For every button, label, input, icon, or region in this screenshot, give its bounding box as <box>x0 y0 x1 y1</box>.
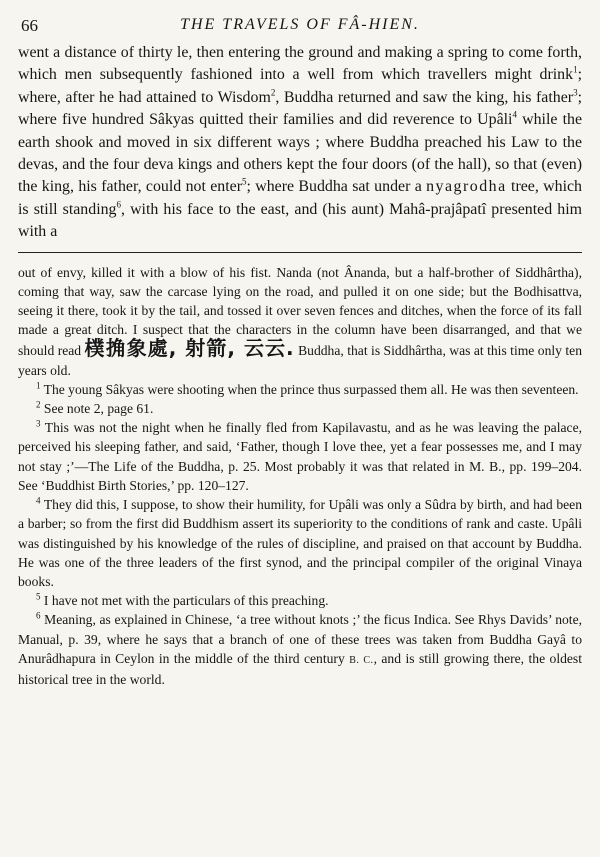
footnote-continuation <box>18 263 582 380</box>
footnote-divider <box>18 252 582 253</box>
footnote-marker: 4 <box>36 495 41 506</box>
footnote-1 <box>18 380 582 399</box>
page-number: 66 <box>21 16 38 35</box>
footnote-ref-6: 6 <box>116 199 121 210</box>
footnote-ref-5: 5 <box>242 177 247 188</box>
footnote-text: The young Sâkyas were shooting when the prince thus surpassed them all. He was then seventeen. <box>40 381 579 397</box>
main-text-segment: , Buddha returned and saw the king, his father <box>275 88 574 106</box>
footnote-ref-1: 1 <box>573 65 578 76</box>
footnote-text: out of envy, killed it with a blow of his fist. Nanda (not Ânanda, but a half-brother of Siddhârtha), coming that way, saw the carcase lying on the road, and pulled it on one side; but the Bodhisattva, seeing it there, took it by the tail, and tossed it over seven fences and ditches, when the force of its fall made a great ditch. I suspect that the characters in the column have been disarranged, and that we should read <box>18 264 582 359</box>
footnote-marker: 1 <box>36 380 41 391</box>
footnote-text: , and is still growing there, the oldest historical tree in the world. <box>18 650 583 687</box>
footnote-ref-4: 4 <box>512 109 517 120</box>
footnote-text: Meaning, as explained in Chinese, ‘a tree without knots ;’ the ficus Indica. See Rhys Davids’ note, Manual, p. 39, where he says that a branch of one of these trees was taken from Buddha Gayâ to Anurâdhapura in Ceylon in the middle of the third century <box>18 612 582 666</box>
footnote-3 <box>18 418 582 495</box>
main-text-segment: ; where, after he had attained to Wisdom <box>18 66 582 106</box>
footnote-text: I have not met with the particulars of this preaching. <box>40 593 329 609</box>
main-text <box>18 42 582 244</box>
footnote-ref-2: 2 <box>270 87 276 98</box>
footnote-marker: 5 <box>36 591 41 602</box>
footnote-marker: 3 <box>36 418 41 429</box>
main-text-segment: ; where five hundred Sâkyas quitted their families and did reverence to Upâli <box>18 88 582 129</box>
main-text-segment: , with his face to the east, and (his aunt) Mahâ-prajâpatî presented him with a <box>18 200 582 241</box>
footnotes <box>18 263 582 689</box>
footnote-2 <box>18 399 582 418</box>
main-text-segment: went a distance of thirty le, then entering the ground and making a spring to come forth, which men subsequently fashioned into a well from which travellers might drink <box>18 44 582 84</box>
footnote-marker: 6 <box>36 610 41 621</box>
footnote-5 <box>18 591 582 610</box>
footnote-ref-3: 3 <box>573 87 578 98</box>
footnote-6 <box>18 610 582 689</box>
main-text-segment: tree, which is still standing <box>18 178 582 218</box>
footnote-text: They did this, I suppose, to show their humility, for Upâli was only a Sûdra by birth, and had been a barber; so from the first did Buddhism assert its superiority to the conditions of rank and caste. Upâli was distinguished by his knowledge of the rules of discipline, and praised on that account by Buddha. He was one of the three leaders of the first synod, and the principal compiler of the original Vinaya books. <box>18 497 582 589</box>
footnote-text: This was not the night when he finally fled from Kapilavastu, and as he was leaving the palace, perceived his sleeping father, and said, ‘Father, though I love thee, yet a fear possesses me, and I may not stay ;’—The Life of the Buddha, p. 25. Most probably it was that related in M. B., pp. 199–204. See ‘Buddhist Birth Stories,’ pp. 120–127. <box>18 420 582 493</box>
main-text-segment: ; where Buddha sat under a <box>246 178 427 196</box>
running-head <box>18 12 582 40</box>
sanskrit-term: nyagrodha <box>426 178 507 196</box>
footnote-marker: 2 <box>36 399 41 410</box>
footnote-text: See note 2, page 61. <box>40 401 154 417</box>
chinese-characters: 樸捔象處, 射箭, 云云. <box>84 336 295 361</box>
main-paragraph <box>18 42 582 244</box>
era-abbreviation: B. C. <box>349 654 374 666</box>
footnote-text: Buddha, that is Siddhârtha, was at this time only ten years old. <box>18 343 582 378</box>
running-title: THE TRAVELS OF FÂ-HIEN. <box>180 16 420 33</box>
footnote-4 <box>18 495 582 591</box>
main-text-segment: while the earth shook and moved in six different ways ; where Buddha preached his Law to the devas, and the four deva kings and others kept the four doors (of the hall), so that (even) the king, his father, could not enter <box>18 111 583 196</box>
